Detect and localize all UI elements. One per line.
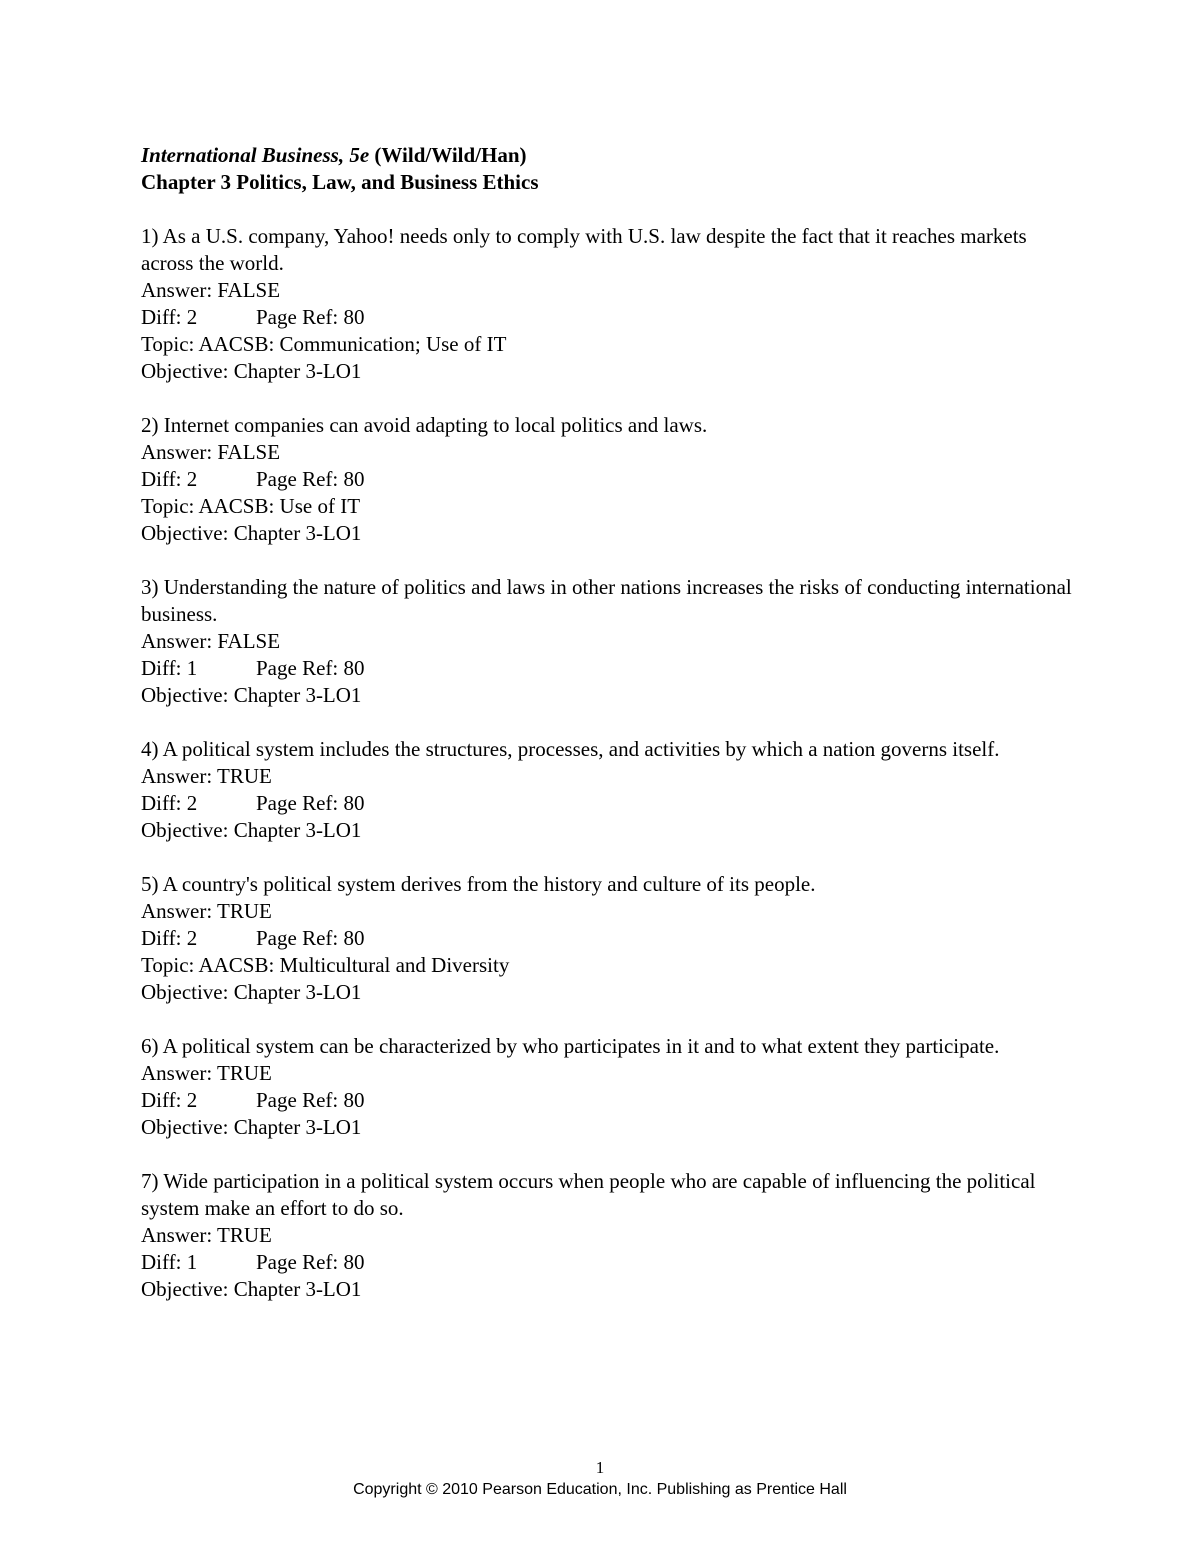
question-page-ref: Page Ref: 80 xyxy=(256,926,365,950)
question-objective: Objective: Chapter 3-LO1 xyxy=(141,359,362,383)
question-item xyxy=(141,574,1081,709)
question-stem: 2) Internet companies can avoid adapting to local politics and laws. xyxy=(141,413,708,437)
question-stem: 6) A political system can be characterized by who participates in it and to what extent they participate. xyxy=(141,1034,1000,1058)
question-item xyxy=(141,736,1081,844)
question-stem: 1) As a U.S. company, Yahoo! needs only to comply with U.S. law despite the fact that it reaches markets across the world. xyxy=(141,224,1027,275)
book-authors: (Wild/Wild/Han) xyxy=(369,143,527,167)
question-diff-line xyxy=(141,925,1081,952)
question-objective: Objective: Chapter 3-LO1 xyxy=(141,980,362,1004)
question-diff-line xyxy=(141,466,1081,493)
question-answer: Answer: TRUE xyxy=(141,764,272,788)
question-objective: Objective: Chapter 3-LO1 xyxy=(141,521,362,545)
question-answer: Answer: FALSE xyxy=(141,440,281,464)
question-item xyxy=(141,1168,1081,1303)
page-content xyxy=(141,142,1081,1303)
question-stem: 5) A country's political system derives from the history and culture of its people. xyxy=(141,872,816,896)
question-item xyxy=(141,223,1081,385)
question-diff-line xyxy=(141,1087,1081,1114)
question-diff: Diff: 2 xyxy=(141,926,198,950)
question-diff-line xyxy=(141,1249,1081,1276)
question-topic: Topic: AACSB: Use of IT xyxy=(141,494,361,518)
question-stem: 3) Understanding the nature of politics and laws in other nations increases the risks of conducting international business. xyxy=(141,575,1072,626)
question-diff: Diff: 2 xyxy=(141,467,198,491)
question-objective: Objective: Chapter 3-LO1 xyxy=(141,1277,362,1301)
page-number xyxy=(0,1458,1200,1478)
question-diff: Diff: 2 xyxy=(141,1088,198,1112)
question-answer: Answer: FALSE xyxy=(141,278,281,302)
question-page-ref: Page Ref: 80 xyxy=(256,791,365,815)
question-objective: Objective: Chapter 3-LO1 xyxy=(141,818,362,842)
question-diff: Diff: 2 xyxy=(141,305,198,329)
question-page-ref: Page Ref: 80 xyxy=(256,467,365,491)
question-topic: Topic: AACSB: Multicultural and Diversity xyxy=(141,953,510,977)
question-item xyxy=(141,412,1081,547)
book-title: International Business, 5e xyxy=(141,143,370,167)
question-answer: Answer: TRUE xyxy=(141,1061,272,1085)
question-page-ref: Page Ref: 80 xyxy=(256,656,365,680)
chapter-title: Chapter 3 Politics, Law, and Business Ethics xyxy=(141,170,539,194)
question-diff: Diff: 2 xyxy=(141,791,198,815)
page-number-text: 1 xyxy=(595,1458,605,1477)
question-objective: Objective: Chapter 3-LO1 xyxy=(141,683,362,707)
question-stem: 4) A political system includes the structures, processes, and activities by which a nation governs itself. xyxy=(141,737,1000,761)
question-topic: Topic: AACSB: Communication; Use of IT xyxy=(141,332,507,356)
book-title-line xyxy=(141,142,1081,169)
question-stem: 7) Wide participation in a political system occurs when people who are capable of influencing the political system make an effort to do so. xyxy=(141,1169,1036,1220)
question-answer: Answer: TRUE xyxy=(141,899,272,923)
question-diff-line xyxy=(141,790,1081,817)
question-objective: Objective: Chapter 3-LO1 xyxy=(141,1115,362,1139)
question-answer: Answer: FALSE xyxy=(141,629,281,653)
question-diff-line xyxy=(141,304,1081,331)
copyright-notice: Copyright © 2010 Pearson Education, Inc. Publishing as Prentice Hall xyxy=(353,1481,847,1498)
question-diff: Diff: 1 xyxy=(141,656,198,680)
question-page-ref: Page Ref: 80 xyxy=(256,305,365,329)
question-page-ref: Page Ref: 80 xyxy=(256,1088,365,1112)
question-item xyxy=(141,1033,1081,1141)
question-diff-line xyxy=(141,655,1081,682)
question-answer: Answer: TRUE xyxy=(141,1223,272,1247)
question-page-ref: Page Ref: 80 xyxy=(256,1250,365,1274)
question-item xyxy=(141,871,1081,1006)
question-diff: Diff: 1 xyxy=(141,1250,198,1274)
